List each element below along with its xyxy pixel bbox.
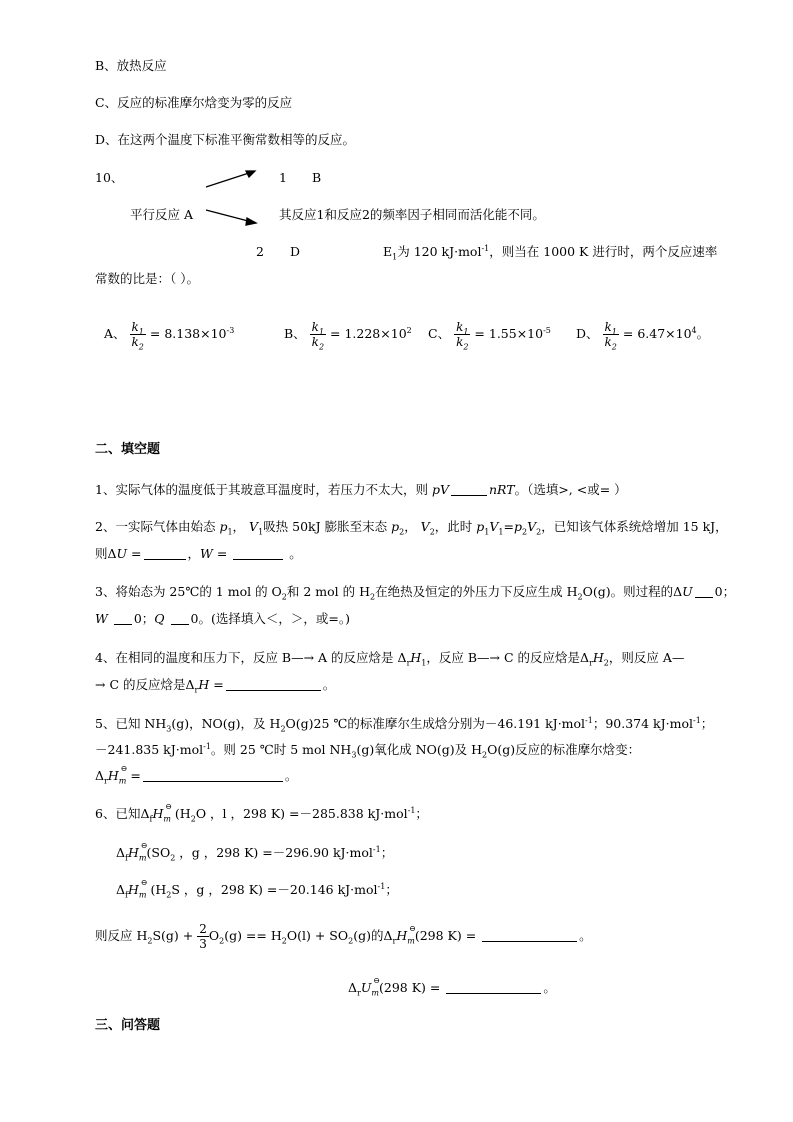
arrow-to-b	[206, 172, 252, 187]
option-label: B、	[284, 326, 306, 341]
section-3-title: 三、问答题	[95, 1018, 161, 1033]
fill-q3-line2: W 0；Q 0。(选择填入＜，＞，或=。)	[95, 611, 350, 626]
fill-blank[interactable]	[226, 678, 321, 691]
arrow-to-d-head	[246, 218, 256, 225]
q10-option-c: C、 $\frac{k_1}{k_2}$ = $1.55\times 10^{-5}$	[428, 320, 551, 352]
q10-product-d: D	[290, 244, 301, 259]
fill-blank[interactable]	[144, 547, 186, 560]
option-label: D、	[576, 326, 599, 341]
option-value: = 1.228×10	[330, 326, 407, 341]
q10-description: 其反应1和反应2的频率因子相同而活化能不同。	[279, 207, 545, 222]
fill-q6-line2: $\Delta_fH_m$ ⊖ ($SO_2$ ，g ，298 K) =－296.90 kJ·mol$^{-1}$；	[116, 841, 394, 863]
q10-option-a: A、 $\frac{k_1}{k_2}$ = $8.138\times 10^{-3}$	[104, 320, 235, 352]
fill-q1: 1、实际气体的温度低于其玻意耳温度时，若压力不太大，则 pV nRT。（选填>, <或= ）	[95, 482, 627, 497]
arrow-to-d	[206, 210, 252, 222]
section-2-title: 二、填空题	[95, 442, 161, 457]
q10-reaction2-label: 2	[256, 244, 264, 259]
fill-q5-line3: $\Delta_rH_m$ ⊖ = 。	[95, 764, 298, 786]
fill-blank[interactable]	[451, 483, 487, 496]
fill-q6-line1: 6、已知$\Delta_fH_m$ ⊖ ($H_2O$ ，l ，298 K) =－285.838 kJ·mol$^{-1}$；	[95, 802, 428, 824]
fill-q5-line2: －241.835 kJ·mol$^{-1}$。则 25 ℃时 5 mol $NH_3(g)$氧化成 NO(g)及 $H_2O(g)$反应的标准摩尔焓变：	[95, 741, 641, 760]
fill-q3-line1: 3、将始态为 25℃的 1 mol 的 $O_2$和 2 mol 的 $H_2$在绝热及恒定的外压力下反应生成 $H_2O(g)$。则过程的ΔU 0；	[95, 584, 736, 602]
fill-q2-line1: 2、一实际气体由始态 $p_1$， $V_1$吸热 50kJ 膨胀至末态 $p_2$， $V_2$，此时 $p_1V_1=p_2V_2$，已知该气体系统焓增加 15 kJ，	[95, 519, 728, 537]
q10-option-b: B、 $\frac{k_1}{k_2}$ = $1.228\times 10^2$	[284, 320, 412, 352]
ratio-fraction: $\frac{k_1}{k_2}$	[131, 320, 144, 352]
fill-blank[interactable]	[482, 929, 577, 942]
fill-blank[interactable]	[233, 547, 283, 560]
q9-option-d: D、在这两个温度下标准平衡常数相等的反应。	[95, 132, 356, 147]
q10-option-d: D、 $\frac{k_1}{k_2}$ = $6.47\times 10^4$。	[576, 320, 710, 352]
fill-blank[interactable]	[695, 585, 713, 598]
q9-option-c: C、反应的标准摩尔焓变为零的反应	[95, 95, 293, 110]
ratio-fraction: $\frac{k_1}{k_2}$	[311, 320, 325, 352]
option-value: = 8.138×10	[149, 326, 227, 341]
fill-blank[interactable]	[143, 769, 283, 782]
fill-q6-line4: 则反应 $H_2S(g)$ + $\frac{2}{3}$ $O_2(g) == H_2O(l) + SO_2(g)$的$\Delta_rH_m$ ⊖ (298 K) = 。	[95, 922, 592, 951]
fill-q6-line3: $\Delta_fH_m$ ⊖ ($H_2S$ ，g ，298 K) =－20.146 kJ·mol$^{-1}$；	[116, 878, 398, 900]
fill-q6-line5: $\Delta_rU_m$ ⊖ (298 K) = 。	[348, 976, 556, 998]
option-label: C、	[428, 326, 451, 341]
fill-q4-line2: → C 的反应焓是$\Delta_rH$ = 。	[95, 677, 336, 695]
option-label: A、	[104, 326, 126, 341]
q10-activation-energy: $E_1$为 120 kJ·mol$^{-1}$，则当在 1000 K 进行时，两个反应速率	[383, 243, 718, 262]
stoich-fraction: $\frac{2}{3}$	[199, 922, 207, 951]
arrow-to-b-head	[246, 171, 255, 177]
fill-q4-line1: 4、在相同的温度和压力下，反应 B—→ A 的反应焓是 $\Delta_rH_1$，反应 B—→ C 的反应焓是$\Delta_rH_2$，则反应 A—	[95, 650, 685, 668]
fill-blank[interactable]	[114, 612, 132, 625]
q10-parallel-label: 平行反应 A	[130, 207, 194, 222]
fill-blank[interactable]	[171, 612, 189, 625]
fill-q2-line2: 则ΔU = ，W = 。	[95, 546, 302, 561]
ratio-fraction: $\frac{k_1}{k_2}$	[456, 320, 469, 352]
option-value: = 1.55×10	[474, 326, 544, 341]
q10-product-b: B	[312, 170, 322, 185]
q9-option-b: B、放热反应	[95, 58, 167, 73]
q10-number: 10、	[95, 170, 124, 185]
ratio-fraction: $\frac{k_1}{k_2}$	[604, 320, 617, 352]
q10-question: 常数的比是：（ ）。	[95, 271, 199, 286]
q10-reaction1-label: 1	[279, 170, 287, 185]
fill-blank[interactable]	[446, 981, 541, 994]
option-value: = 6.47×10	[622, 326, 692, 341]
fill-q5-line1: 5、已知 $NH_3(g)$，NO(g)，及 $H_2O(g)25$ ℃的标准摩尔生成焓分别为－46.191 kJ·mol$^{-1}$；90.374 kJ·mol$^{-1}$；	[95, 715, 714, 734]
